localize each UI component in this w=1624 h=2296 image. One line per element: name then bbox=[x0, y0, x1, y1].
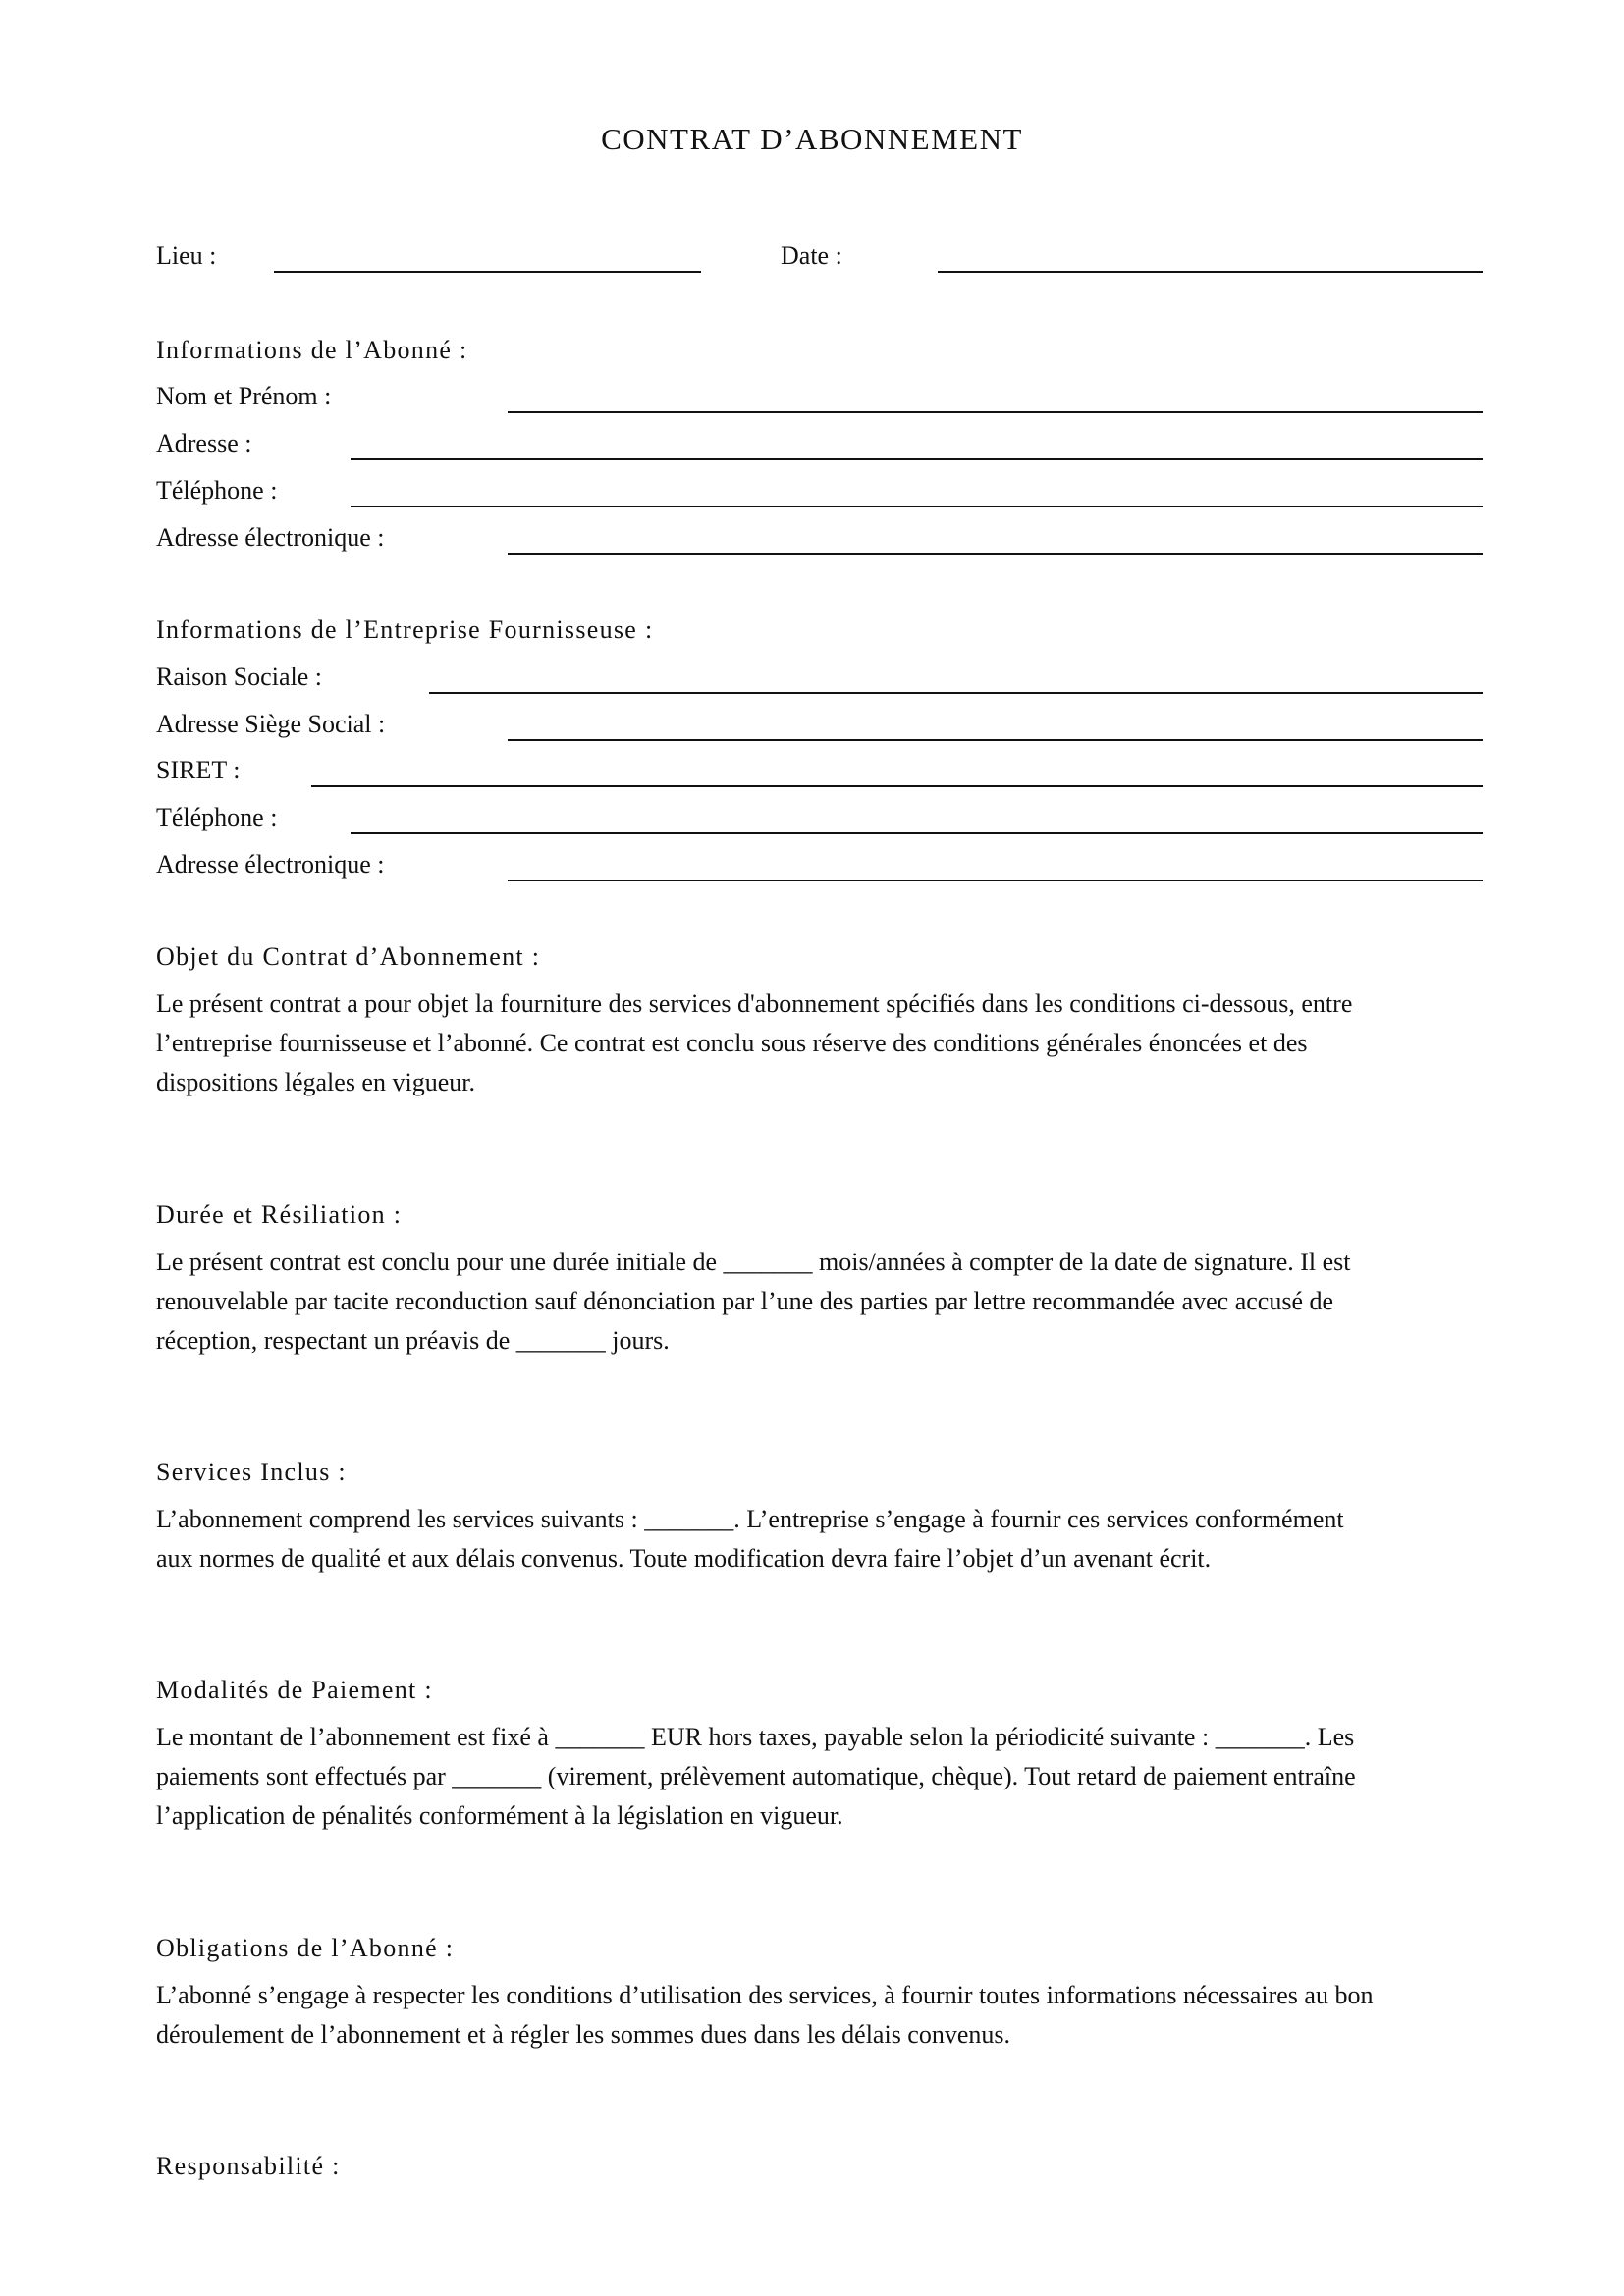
section-payment-body bbox=[156, 1718, 1482, 1836]
section-services-body bbox=[156, 1500, 1482, 1578]
section-object-line: dispositions légales en vigueur. bbox=[156, 1068, 475, 1096]
provider-siret-label: SIRET : bbox=[156, 756, 241, 784]
provider-hq-label: Adresse Siège Social : bbox=[156, 710, 386, 738]
section-liability-heading: Responsabilité : bbox=[156, 2152, 341, 2180]
document-title: CONTRAT D’ABONNEMENT bbox=[601, 122, 1023, 156]
section-payment-line: paiements sont effectués par _______ (virement, prélèvement automatique, chèque). Tout retard de paiement entraîne bbox=[156, 1762, 1356, 1790]
section-duration-line: Le présent contrat est conclu pour une durée initiale de _______ mois/années à compter de la date de signature. Il est bbox=[156, 1248, 1351, 1276]
section-object-line: l’entreprise fournisseuse et l’abonné. Ce contrat est conclu sous réserve des conditions générales énoncées et des bbox=[156, 1029, 1308, 1057]
section-payment-line: l’application de pénalités conformément à la législation en vigueur. bbox=[156, 1801, 843, 1830]
place-label: Lieu : bbox=[156, 241, 217, 270]
provider-company-line bbox=[429, 692, 1483, 694]
section-obligations-line: déroulement de l’abonnement et à régler les sommes dues dans les délais convenus. bbox=[156, 2020, 1011, 2049]
subscriber-phone-line bbox=[351, 506, 1483, 507]
section-obligations-heading: Obligations de l’Abonné : bbox=[156, 1934, 455, 1962]
section-obligations-line: L’abonné s’engage à respecter les conditions d’utilisation des services, à fournir toutes informations nécessaires au bon bbox=[156, 1981, 1374, 2009]
section-duration-line: renouvelable par tacite reconduction sauf dénonciation par l’une des parties par lettre recommandée avec accusé de bbox=[156, 1287, 1334, 1315]
provider-siret-line bbox=[311, 785, 1483, 787]
section-services-line: aux normes de qualité et aux délais convenus. Toute modification devra faire l’objet d’un avenant écrit. bbox=[156, 1544, 1212, 1573]
subscriber-email-line bbox=[508, 553, 1483, 555]
section-payment-line: Le montant de l’abonnement est fixé à _______ EUR hors taxes, payable selon la périodicité suivante : _______. Les bbox=[156, 1723, 1355, 1751]
section-services-heading: Services Inclus : bbox=[156, 1458, 347, 1486]
subscriber-heading: Informations de l’Abonné : bbox=[156, 336, 468, 364]
section-object-heading: Objet du Contrat d’Abonnement : bbox=[156, 942, 541, 971]
provider-email-label: Adresse électronique : bbox=[156, 850, 385, 879]
date-label: Date : bbox=[781, 241, 842, 270]
section-duration-body bbox=[156, 1243, 1482, 1361]
provider-email-line bbox=[508, 880, 1483, 881]
section-duration-line: réception, respectant un préavis de _______ jours. bbox=[156, 1326, 670, 1355]
subscriber-address-label: Adresse : bbox=[156, 429, 252, 457]
section-payment-heading: Modalités de Paiement : bbox=[156, 1676, 433, 1704]
date-field-line bbox=[938, 271, 1483, 273]
provider-company-label: Raison Sociale : bbox=[156, 663, 322, 691]
subscriber-address-line bbox=[351, 458, 1483, 460]
section-obligations-body bbox=[156, 1976, 1482, 2055]
provider-phone-label: Téléphone : bbox=[156, 803, 278, 831]
provider-phone-line bbox=[351, 832, 1483, 834]
subscriber-email-label: Adresse électronique : bbox=[156, 523, 385, 552]
section-services-line: L’abonnement comprend les services suivants : _______. L’entreprise s’engage à fournir ces services conformément bbox=[156, 1505, 1344, 1533]
place-field-line bbox=[274, 271, 701, 273]
section-object-body bbox=[156, 985, 1482, 1102]
provider-hq-line bbox=[508, 739, 1483, 741]
subscriber-name-line bbox=[508, 411, 1483, 413]
subscriber-name-label: Nom et Prénom : bbox=[156, 382, 332, 410]
section-object-line: Le présent contrat a pour objet la fourniture des services d'abonnement spécifiés dans les conditions ci-dessous, entre bbox=[156, 989, 1353, 1018]
subscriber-phone-label: Téléphone : bbox=[156, 476, 278, 505]
provider-heading: Informations de l’Entreprise Fournisseuse : bbox=[156, 615, 654, 644]
section-duration-heading: Durée et Résiliation : bbox=[156, 1201, 403, 1229]
